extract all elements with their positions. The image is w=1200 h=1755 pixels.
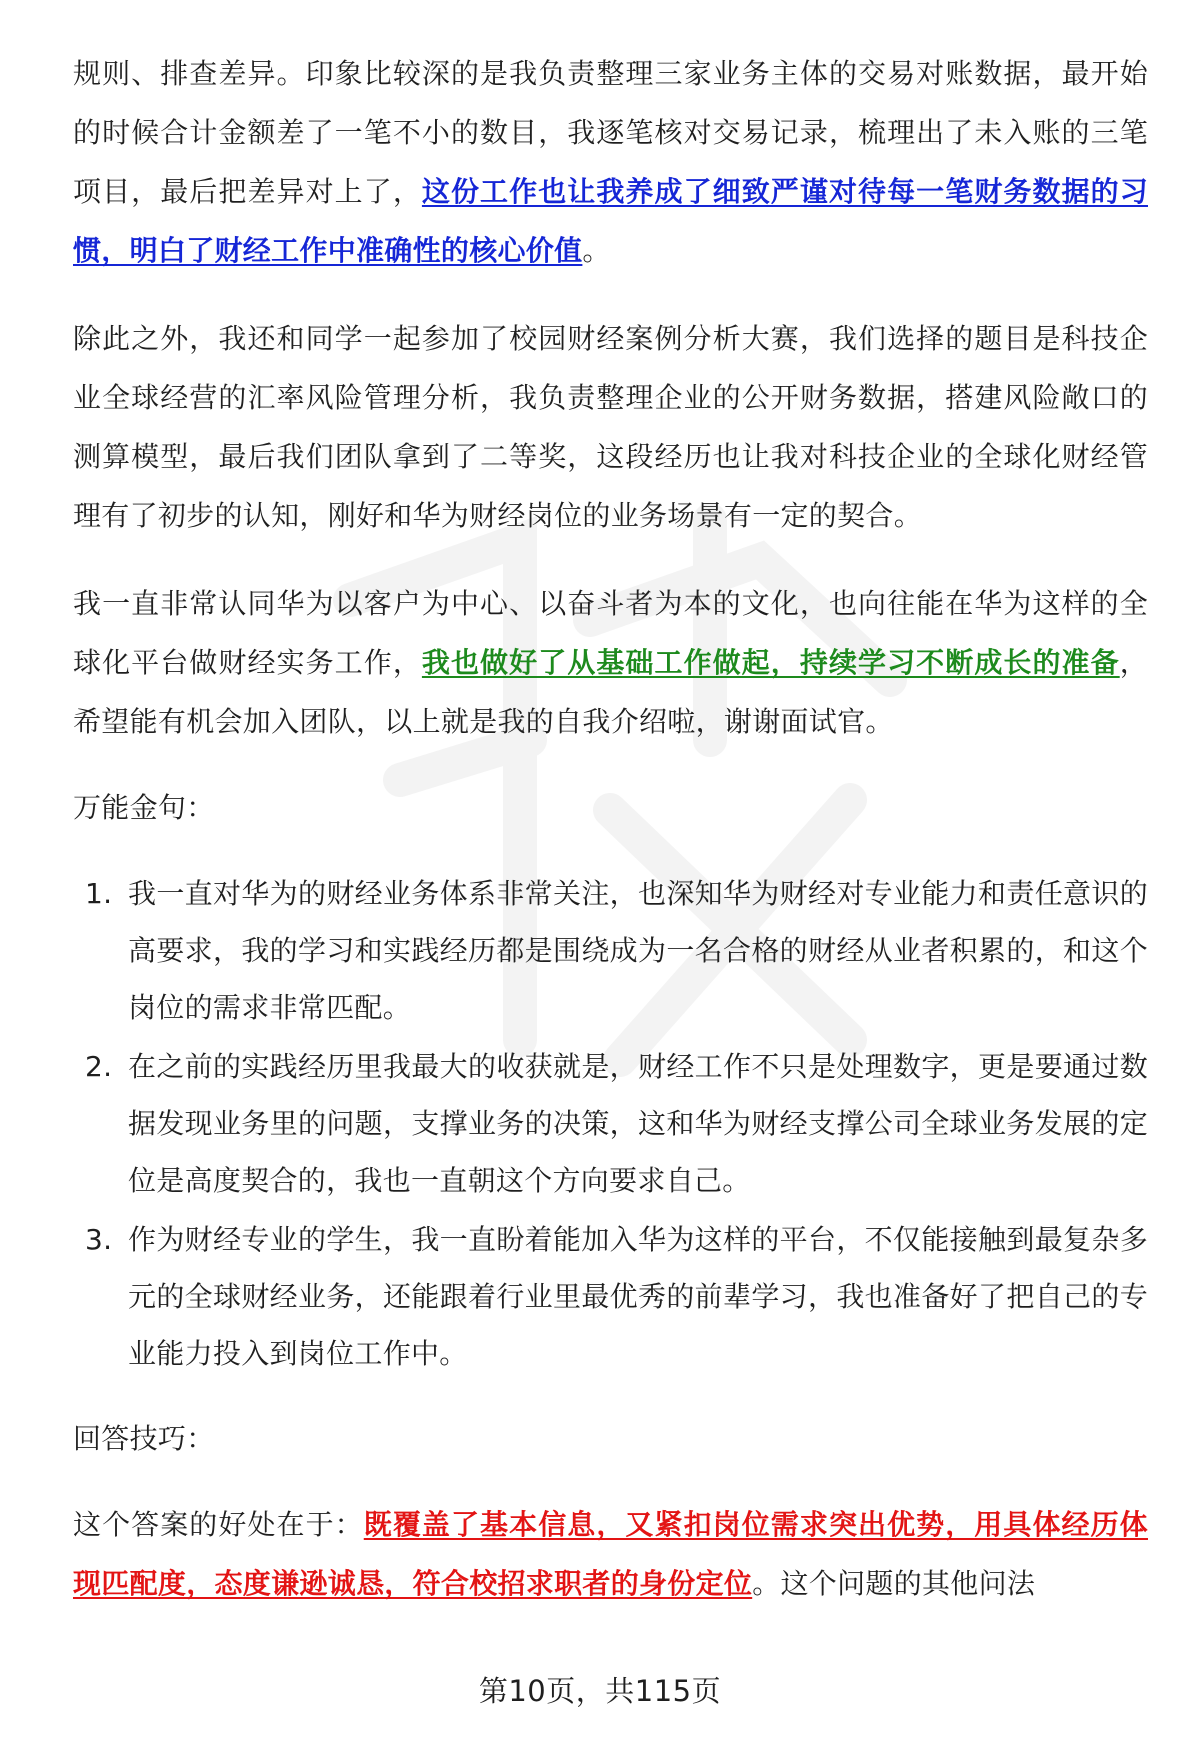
paragraph-text: 。 — [582, 234, 611, 267]
golden-list — [73, 865, 1148, 1382]
paragraph-reconciliation — [73, 44, 1148, 280]
list-number: 3. — [85, 1223, 113, 1256]
list-item-text: 作为财经专业的学生，我一直盼着能加入华为这样的平台，不仅能接触到最复杂多元的全球财经业务，还能跟着行业里最优秀的前辈学习，我也准备好了把自己的专业能力投入到岗位工作中。 — [128, 1223, 1148, 1370]
paragraph-culture — [73, 574, 1148, 751]
paragraph-text: 除此之外，我还和同学一起参加了校园财经案例分析大赛，我们选择的题目是科技企业全球经营的汇率风险管理分析，我负责整理企业的公开财务数据，搭建风险敞口的测算模型，最后我们团队拿到了二等奖，这段经历也让我对科技企业的全球化财经管理有了初步的认知，刚好和华为财经岗位的业务场景有一定的契合。 — [73, 322, 1148, 532]
golden-heading: 万能金句： — [73, 791, 215, 824]
highlight-red: 既覆盖了基本信息，又紧扣岗位需求突出优势，用具体经历体现匹配度，态度谦逊诚恳，符合校招求职者的身份定位 — [73, 1508, 1148, 1600]
highlight-green: 我也做好了从基础工作做起，持续学习不断成长的准备 — [421, 646, 1120, 679]
list-item-text: 我一直对华为的财经业务体系非常关注，也深知华为财经对专业能力和责任意识的高要求，我的学习和实践经历都是围绕成为一名合格的财经从业者积累的，和这个岗位的需求非常匹配。 — [128, 877, 1148, 1024]
list-item — [73, 1211, 1148, 1382]
paragraph-text: ，希望能有机会加入团队，以上就是我的自我介绍啦，谢谢面试官。 — [73, 646, 1149, 738]
list-item-text: 在之前的实践经历里我最大的收获就是，财经工作不只是处理数字，更是要通过数据发现业务里的问题，支撑业务的决策，这和华为财经支撑公司全球业务发展的定位是高度契合的，我也一直朝这个方向要求自己。 — [128, 1050, 1148, 1197]
document-body — [73, 44, 1148, 1613]
paragraph-text: 我一直非常认同华为以客户为中心、以奋斗者为本的文化，也向往能在华为这样的全球化平台做财经实务工作， — [73, 587, 1148, 679]
paragraph-text: 规则、排查差异。印象比较深的是我负责整理三家业务主体的交易对账数据，最开始的时候合计金额差了一笔不小的数目，我逐笔核对交易记录，梳理出了未入账的三笔项目，最后把差异对上了， — [73, 57, 1148, 208]
list-item — [73, 1038, 1148, 1209]
paragraph-competition — [73, 309, 1148, 545]
tips-heading: 回答技巧： — [73, 1422, 215, 1455]
list-item — [73, 865, 1148, 1036]
paragraph-tips — [73, 1495, 1148, 1613]
list-number: 2. — [85, 1050, 113, 1083]
list-number: 1. — [85, 877, 113, 910]
paragraph-text: 这个答案的好处在于： — [73, 1508, 364, 1541]
highlight-blue: 这份工作也让我养成了细致严谨对待每一笔财务数据的习惯，明白了财经工作中准确性的核心价值 — [73, 175, 1148, 267]
paragraph-text: 。这个问题的其他问法 — [752, 1567, 1036, 1600]
page-number-footer: 第10页，共115页 — [478, 1674, 722, 1708]
